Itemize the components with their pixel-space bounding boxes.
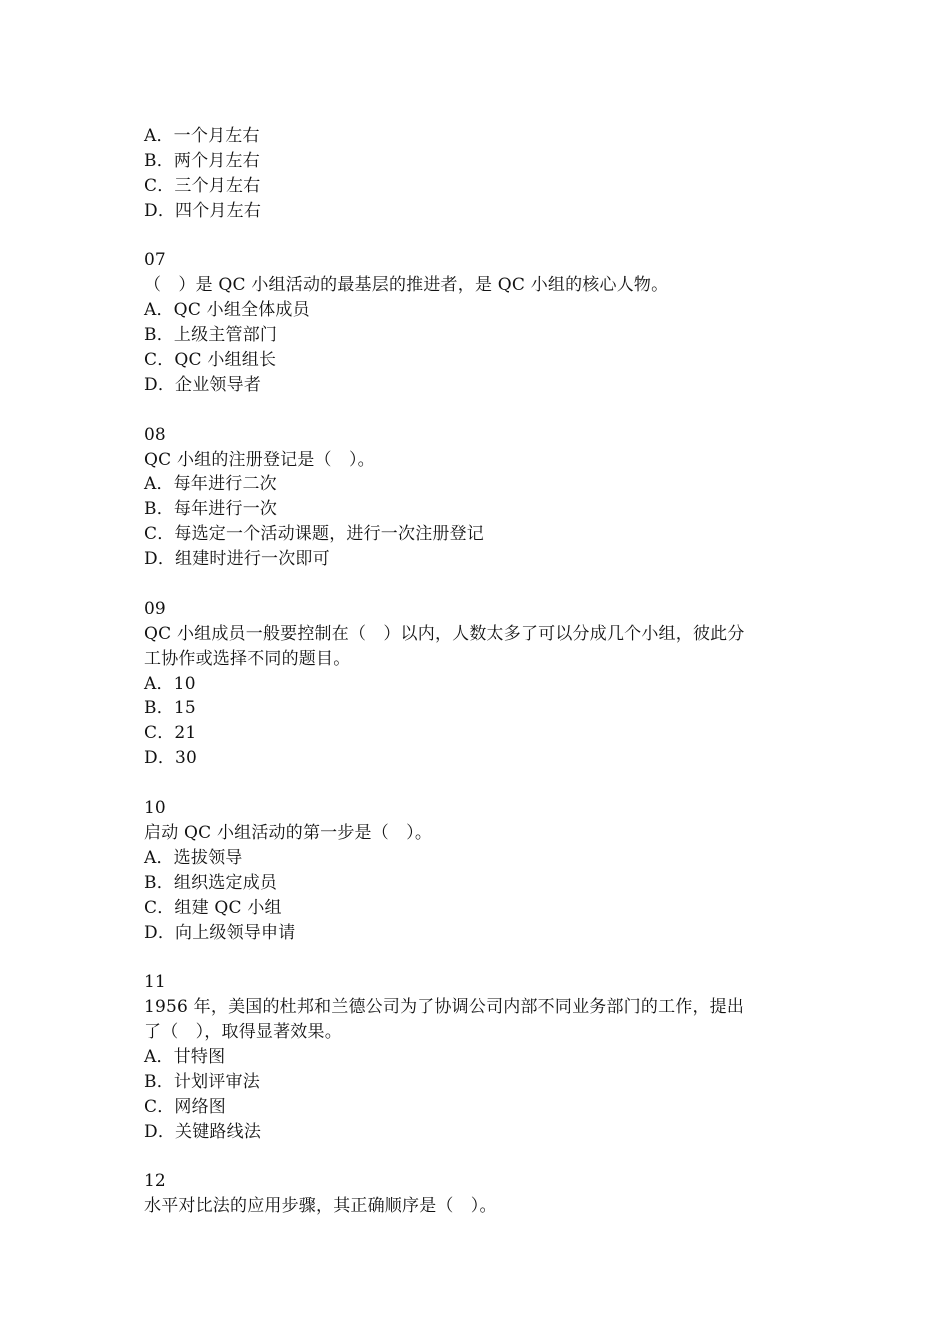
question-number: 08 xyxy=(144,424,166,445)
question-option: D．30 xyxy=(144,748,198,769)
question-number: 07 xyxy=(144,250,166,271)
question-stem-line: 了（ ），取得显著效果。 xyxy=(144,1022,342,1043)
question-option: D．关键路线法 xyxy=(144,1121,262,1142)
question-option: B．每年进行一次 xyxy=(144,499,278,520)
question-option: B．计划评审法 xyxy=(144,1071,260,1092)
question-block xyxy=(144,597,816,771)
question-stem-line: QC 小组的注册登记是（ ）。 xyxy=(144,449,375,470)
question-stem-line: 水平对比法的应用步骤，其正确顺序是（ ）。 xyxy=(144,1196,497,1217)
question-option: B．组织选定成员 xyxy=(144,872,278,893)
question-option: C．每选定一个活动课题，进行一次注册登记 xyxy=(144,524,485,545)
question-option: C．QC 小组组长 xyxy=(144,350,277,371)
question-option: A．选拔领导 xyxy=(144,847,243,868)
question-option: A．10 xyxy=(144,673,196,694)
previous-question-options xyxy=(144,124,816,224)
question-stem xyxy=(144,448,816,473)
question-options xyxy=(144,672,816,772)
question-option: D．企业领导者 xyxy=(144,374,262,395)
question-number: 10 xyxy=(144,798,166,819)
question-block xyxy=(144,796,816,945)
question-option: B．15 xyxy=(144,698,196,719)
question-stem xyxy=(144,995,816,1045)
question-number: 11 xyxy=(144,972,166,993)
option-d: D．四个月左右 xyxy=(144,200,262,221)
question-stem xyxy=(144,622,816,672)
question-stem-line: 启动 QC 小组活动的第一步是（ ）。 xyxy=(144,822,433,843)
question-stem-line: （ ）是 QC 小组活动的最基层的推进者，是 QC 小组的核心人物。 xyxy=(144,275,669,296)
question-options xyxy=(144,1045,816,1145)
question-option: A．每年进行二次 xyxy=(144,474,277,495)
question-number: 12 xyxy=(144,1171,166,1192)
question-stem xyxy=(144,1194,816,1219)
question-option: A．QC 小组全体成员 xyxy=(144,300,310,321)
question-option: C．网络图 xyxy=(144,1096,227,1117)
question-block xyxy=(144,970,816,1144)
question-option: B．上级主管部门 xyxy=(144,325,278,346)
question-block xyxy=(144,1169,816,1219)
question-option: A．甘特图 xyxy=(144,1046,226,1067)
document-page xyxy=(144,124,816,1219)
question-stem xyxy=(144,273,816,298)
question-option: C．组建 QC 小组 xyxy=(144,897,282,918)
question-option: C．21 xyxy=(144,723,197,744)
question-option: D．向上级领导申请 xyxy=(144,922,296,943)
option-a: A．一个月左右 xyxy=(144,126,260,146)
question-stem-line: 工协作或选择不同的题目。 xyxy=(144,648,351,669)
question-options xyxy=(144,472,816,572)
option-b: B．两个月左右 xyxy=(144,150,260,171)
question-stem-line: 1956 年，美国的杜邦和兰德公司为了协调公司内部不同业务部门的工作，提出 xyxy=(144,997,745,1018)
question-stem xyxy=(144,821,816,846)
question-stem-line: QC 小组成员一般要控制在（ ）以内，人数太多了可以分成几个小组，彼此分 xyxy=(144,623,745,644)
question-options xyxy=(144,298,816,398)
question-option: D．组建时进行一次即可 xyxy=(144,549,330,570)
question-block xyxy=(144,423,816,572)
question-block xyxy=(144,248,816,397)
question-list xyxy=(144,248,816,1219)
option-c: C．三个月左右 xyxy=(144,175,261,196)
question-options xyxy=(144,846,816,946)
question-number: 09 xyxy=(144,598,166,619)
